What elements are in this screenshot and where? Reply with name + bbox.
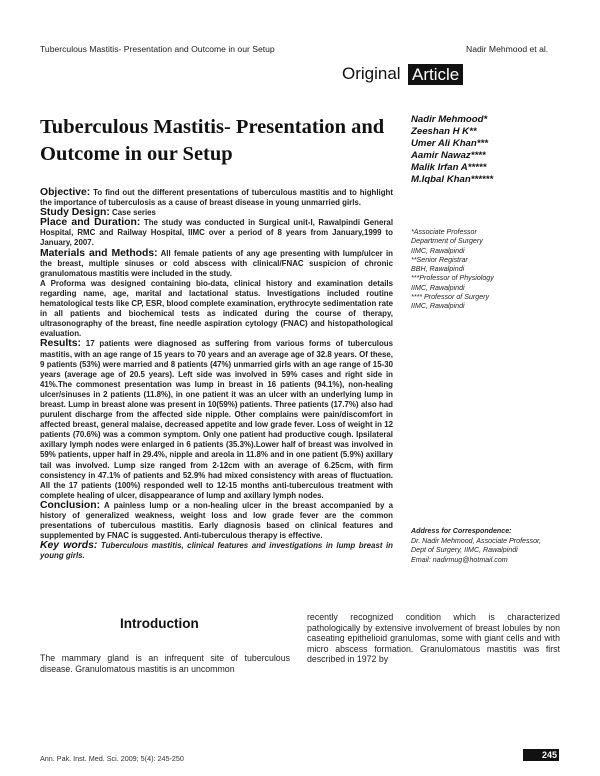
author: Aamir Nawaz**** [411, 150, 486, 161]
correspondence-line: Dept of Surgery, IIMC, Rawalpindi [411, 546, 518, 555]
design-heading: Study Design: [40, 207, 110, 219]
place-text: The study was conducted in Surgical unit-I, Rawalpindi General Hospital, RMC and Railway Hospital, IIMC over a period of 8 years from January,1999 to January, 2007. [40, 218, 394, 248]
banner-article-label: Article [408, 64, 463, 85]
abstract-keywords [40, 541, 393, 561]
results-heading: Results: [40, 338, 81, 350]
objective-heading: Objective: [40, 187, 91, 198]
author: Nadir Mehmood* [411, 114, 488, 125]
correspondence [411, 527, 541, 565]
author: Umer Ali Khan*** [411, 138, 488, 149]
abstract-methods-detail: A Proforma was designed containing bio-data, clinical history and examination details regarding name, age, marital and lactational status. Investigations included routine hematological tests like CP, ESR, blood complete examination, erythrocyte sedimentation rate in all patients and biochemical tests as indicated during the course of therapy, ultrasonography of the breast, fine needle aspiration cytology (FNAC) and histopathological evaluation. [40, 278, 393, 339]
abstract-methods [40, 249, 393, 279]
author: Malik Irfan A***** [411, 162, 487, 173]
affiliation-line: *Associate Professor [411, 228, 477, 236]
correspondence-line: Dr. Nadir Mehmood, Associate Professor, [411, 536, 541, 545]
affiliation-line: Department of Surgery [411, 237, 483, 246]
keywords-text: Tuberculous mastitis, clinical features and investigations in lump breast in young girls. [40, 541, 394, 561]
abstract-conclusion [40, 501, 393, 541]
abstract-objective [40, 188, 393, 208]
correspondence-heading: Address for Correspondence: [411, 527, 512, 535]
results-text: 17 patients were diagnosed as suffering from various forms of tuberculous mastitis, with an age range of 15 years to 70 years and an average age of 32.8 years. Of these, 9 patients (53%) were married and 8 patients (47%) unmarried girls with an age range of 15-30 years (average age of 20.5 years). Left side was involved in 59% cases and right side in 41%.The commonest presentation was lump in breast in 16 patients (94.1%), non-healing ulcer/sinuses in 2 patients (11.8%), in one patient it was an ulcer with an underlying lump in breast. Lump in breast alone was present in 10(59%) patients. Three patients (17.7%) also had purulent discharge from the affected side nipple. Other complains were pain/discomfort in affected breast, general malaise, decreased appetite and low grade fever. Loss of weight in 12 patients (70.6%) was a common symptom. Only one patient had productive cough. Ipsilateral axillary lymph nodes were enlarged in 6 patients (35.3%).Lower half of breast was involved in 59% patients, upper half in 29.4%, nipple and areola in 11.8% and in one patient (5.9%) axillary tail was involved. Lump size ranged from 2-12cm with an average of 6.25cm, with firm consistency in 47.1% of patients and 52.9% had mixed consistency with areas of fluctuation. All the 17 patients (100%) responded well to 12-15 months anti-tuberculous treatment with complete healing of ulcer, disappearance of lump and axillary lymph nodes. [40, 339, 393, 500]
affiliation-line: BBH, Rawalpindi [411, 265, 465, 274]
conclusion-heading: Conclusion: [40, 499, 101, 511]
footer-citation: Ann. Pak. Inst. Med. Sci. 2009; 5(4): 245-250 [40, 754, 184, 763]
affiliation-line: **Senior Registrar [411, 255, 468, 264]
author: Zeeshan H K** [411, 126, 477, 137]
affiliation-line: **** Professor of Surgery [411, 293, 490, 302]
page-number: 245 [523, 749, 559, 761]
methods-heading: Materials and Methods: [40, 247, 158, 259]
keywords-heading: Key words: [40, 540, 98, 552]
page-title: Tuberculous Mastitis- Presentation and Outcome in our Setup [40, 116, 385, 165]
affiliation-line: IIMC, Rawalpindi [411, 302, 465, 311]
banner-original-label: Original [342, 64, 401, 83]
affiliation-line: IIMC, Rawalpindi [411, 246, 465, 255]
abstract-results [40, 339, 393, 501]
correspondence-email: Email: nadirmug@hotmail.com [411, 555, 508, 564]
place-heading: Place and Duration: [40, 217, 141, 229]
introduction-right-column: recently recognized condition which is characterized pathologically by extensive involvement of breast lobules by non caseating epithelioid granulomas, some with giant cells and with micro abscess formation. Granulomatous mastitis was first described in 1972 by [307, 612, 560, 665]
design-text: Case series [109, 208, 156, 218]
affiliation-list [411, 228, 494, 312]
affiliation-line: ***Professor of Physiology [411, 274, 494, 283]
introduction-left-column: The mammary gland is an infrequent site of tuberculous disease. Granulomatous mastitis is an uncommon [40, 653, 290, 674]
running-author: Nadir Mehmood et al. [466, 44, 549, 54]
conclusion-text: A painless lump or a non-healing ulcer in the breast accompanied by a history of generalized weakness, weight loss and low grade fever are the common presentations of tuberculous mastitis. Early diagnosis based on clinical features and supplemented by FNAC is suggested. Anti-tuberculous therapy is effective. [40, 500, 393, 541]
methods-text: All female patients of any age presenting with lump/ulcer in the breast, multiple sinuses or cold abscess with clinical/FNAC suspicion of chronic granulomatous mastitis were included in the study. [40, 248, 393, 278]
affiliation-line: IIMC, Rawalpindi [411, 283, 465, 292]
author: M.Iqbal Khan****** [411, 174, 494, 185]
abstract-place [40, 218, 393, 248]
author-list [411, 114, 493, 186]
introduction-heading: Introduction [120, 616, 199, 631]
objective-text: To find out the different presentations of tuberculous mastitis and to highlight the importance of tuberculosis as a cause of breast disease in young unmarried girls. [40, 188, 393, 208]
running-title: Tuberculous Mastitis- Presentation and Outcome in our Setup [40, 44, 275, 54]
abstract [40, 188, 393, 561]
